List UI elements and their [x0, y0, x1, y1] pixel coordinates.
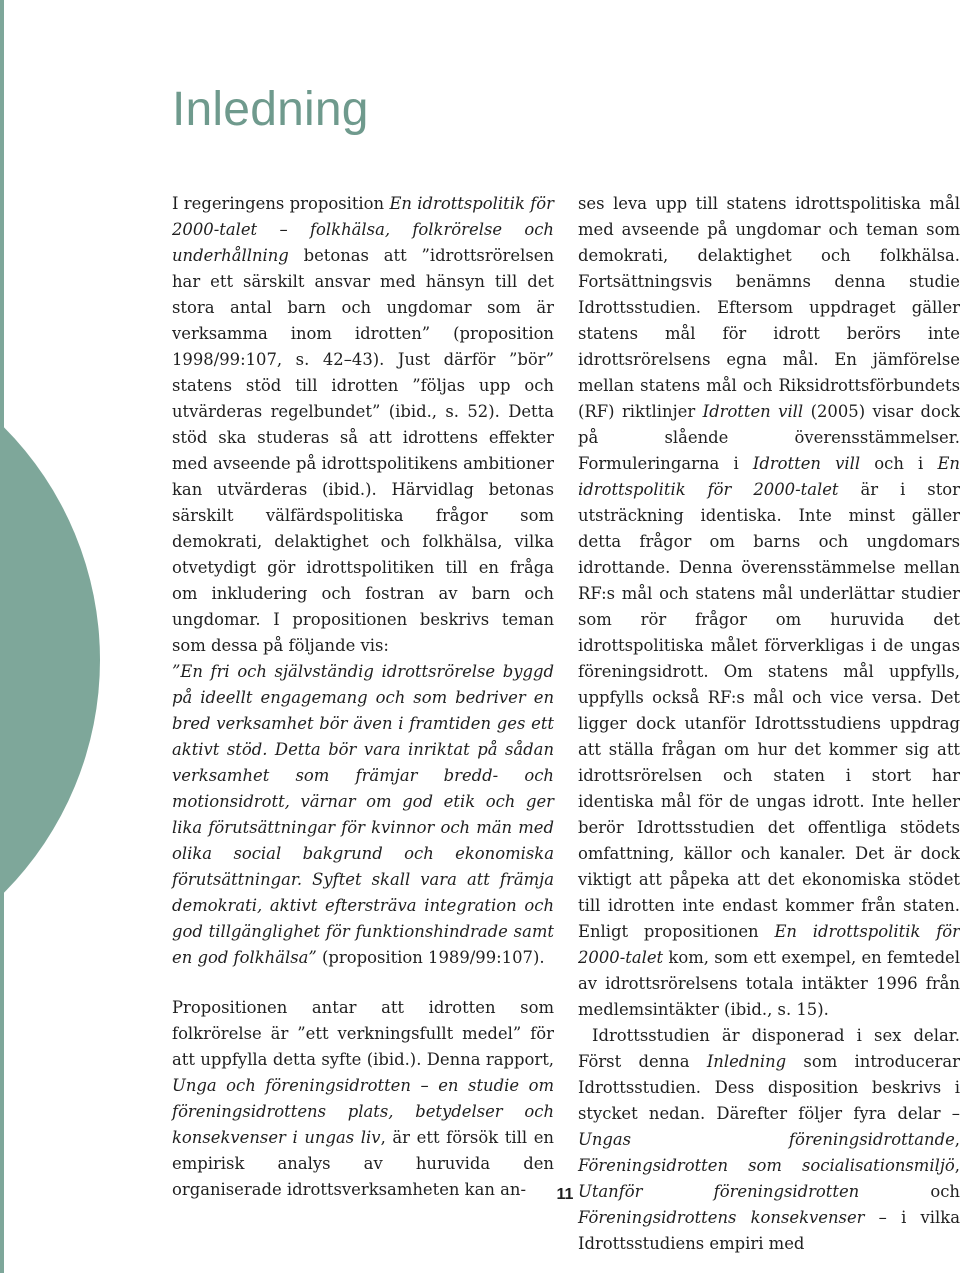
right-column [578, 191, 960, 1257]
page-title: Inledning [172, 83, 369, 136]
text-run: Propositionen antar att idrotten som folkrörelse är ”ett verkningsfullt medel” för att uppfylla detta syfte (ibid.). Denna rapport, [172, 998, 554, 1069]
italic-title: En idrottspolitik för 2000-talet [578, 922, 960, 967]
left-column [172, 191, 554, 1203]
text-run: , är ett försök till en empirisk analys av huruvida den organiserade idrottsverksamheten kan an- [172, 1128, 554, 1199]
italic-title: Föreningsidrotten som socialisationsmiljö [578, 1156, 955, 1175]
text-run: , [954, 1130, 960, 1149]
second-paragraph [172, 995, 554, 1203]
continued-paragraph [578, 191, 960, 1023]
quote-text: ”En fri och självständig idrottsrörelse byggd på ideellt engagemang och som bedriver en bred verksamhet bör även i framtiden ges ett aktivt stöd. Detta bör vara inriktat på sådan verksamhet som främjar bredd- och motionsidrott, värnar om god etik och ger lika förutsättningar för kvinnor och män med olika social bakgrund och ekonomiska förutsättningar. Syftet skall vara att främja demokrati, aktivt eftersträva integration och god tillgänglighet för funktionshindrade samt en god folkhälsa” [172, 662, 554, 967]
text-run: (2005) visar dock på slående överensstämmelser. Formuleringarna i [578, 402, 960, 473]
text-run: betonas att ”idrottsrörelsen har ett särskilt ansvar med hänsyn till det stora antal barn och ungdomar som är verksamma inom idrotten” (proposition 1998/99:107, s. 42–43). Just därför ”bör” statens stöd till idrotten ”följas upp och utvärderas regelbundet” (ibid., s. 52). Detta stöd ska studeras så att idrottens effekter med avseende på idrottspolitikens ambitioner kan utvärderas (ibid.). Härvidlag betonas särskilt välfärdspolitiska frågor som demokrati, delaktighet och folkhälsa, vilka otvetydigt gör idrottspolitiken till en fråga om inkludering och fostran av barn och ungdomar. I propositionen beskrivs teman som dessa på följande vis: [172, 246, 554, 655]
text-run: Idrottsstudien är disponerad i sex delar. Först denna [578, 1026, 960, 1071]
italic-title: Idrotten vill [752, 454, 861, 473]
text-run: kom, som ett exempel, en femtedel av idrottsrörelsens totala intäkter 1996 från medlemsintäkter (ibid., s. 15). [578, 948, 960, 1019]
text-run: , [954, 1156, 960, 1175]
intro-paragraph [172, 191, 554, 659]
italic-title: Föreningsidrottens konsekvenser [578, 1208, 865, 1227]
text-run: – i vilka Idrottsstudiens empiri med [578, 1208, 960, 1253]
page-number: 11 [556, 1186, 574, 1203]
italic-title: Utanför föreningsidrotten [578, 1182, 860, 1201]
text-run: ses leva upp till statens idrottspolitiska mål med avseende på ungdomar och teman som demokrati, delaktighet och folkhälsa. Fortsättningsvis benämns denna studie Idrottsstudien. Eftersom uppdraget gäller statens mål för idrott berörs inte idrottsrörelsens egna mål. En jämförelse mellan statens mål och Riksidrottsförbundets (RF) riktlinjer [578, 194, 960, 421]
quote-citation: (proposition 1989/99:107). [316, 948, 545, 967]
italic-title: Unga och föreningsidrotten – en studie om föreningsidrottens plats, betydelser och konsekvenser i ungas liv [172, 1076, 554, 1147]
italic-title: Ungas föreningsidrottande [578, 1130, 955, 1149]
text-run: som introducerar Idrottsstudien. Dess disposition beskrivs i stycket nedan. Därefter följer fyra delar – [578, 1052, 960, 1123]
italic-title: En idrottspolitik för 2000-talet [578, 454, 960, 499]
disposition-paragraph [578, 1023, 960, 1257]
italic-title: En idrottspolitik för 2000-talet – folkhälsa, folkrörelse och underhållning [172, 194, 555, 265]
italic-title: Idrotten vill [702, 402, 804, 421]
text-run: och i [860, 454, 938, 473]
text-run: I regeringens proposition [172, 194, 390, 213]
decorative-side-arc [0, 330, 100, 990]
text-run: och [859, 1182, 960, 1201]
block-quote [172, 659, 554, 971]
italic-title: Inledning [706, 1052, 787, 1071]
text-run: är i stor utsträckning identiska. Inte minst gäller detta frågor om barns och ungdomars idrottande. Denna överensstämmelse mellan RF:s mål och statens mål underlättar studier som rör frågor om huruvida det idrottspolitiska målet förverkligas i de ungas föreningsidrott. Om statens mål uppfylls, uppfylls också RF:s mål och vice versa. Det ligger dock utanför Idrottsstudiens uppdrag att ställa frågan om hur det kommer sig att idrottsrörelsen och staten i stort har identiska mål för de ungas idrott. Inte heller berör Idrottsstudien det offentliga stödets omfattning, källor och kanaler. Det är dock viktigt att påpeka att det ekonomiska stödet till idrotten inte endast kommer från staten. Enligt propositionen [578, 480, 960, 941]
